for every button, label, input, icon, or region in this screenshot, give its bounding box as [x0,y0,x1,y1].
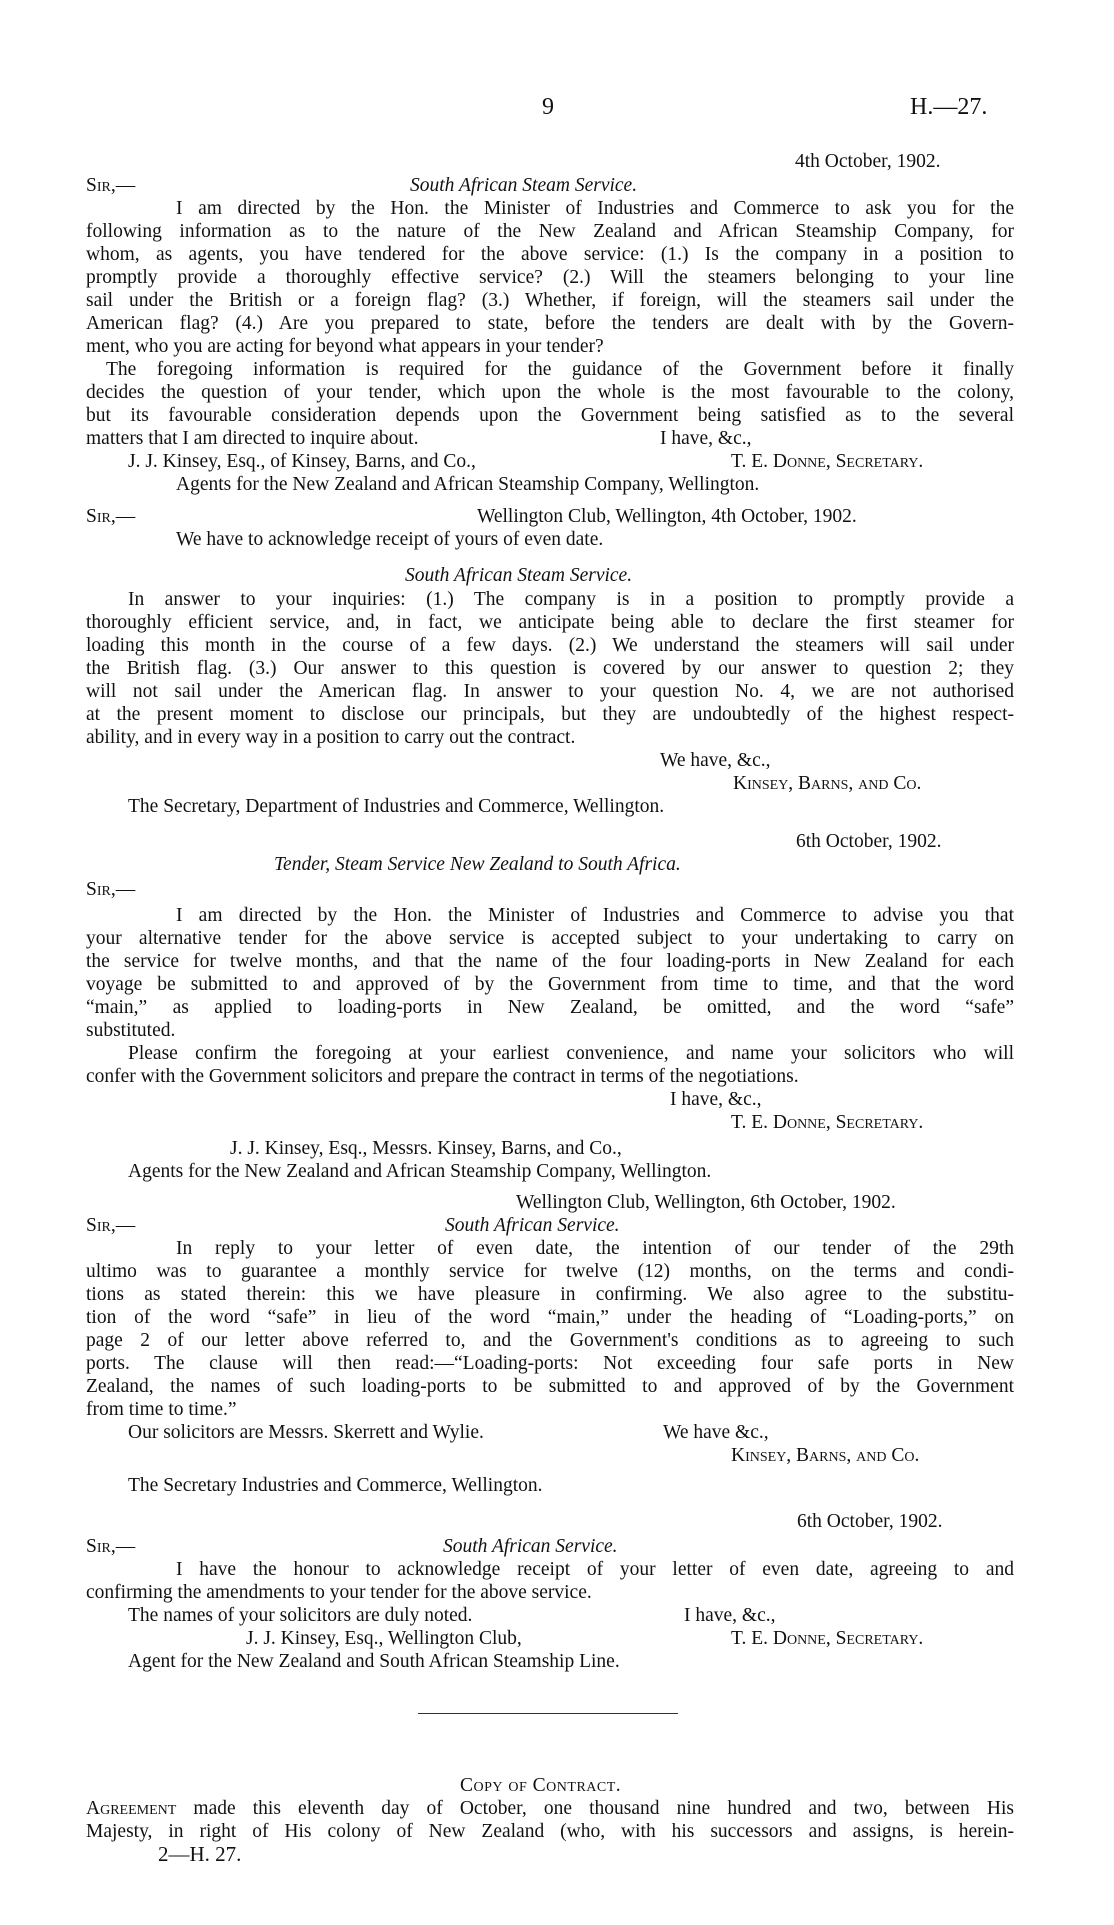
letter3-para-line: the service for twelve months, and that the name of the four loading-ports in New Zealand for each [86,951,1014,972]
letter2-place-date: Wellington Club, Wellington, 4th October, 1902. [477,506,857,527]
letter5-subject: South African Service. [443,1536,618,1557]
letter3-addressee: J. J. Kinsey, Esq., Messrs. Kinsey, Barns, and Co., [230,1138,622,1159]
letter3-para-line: “main,” as applied to loading-ports in New Zealand, be omitted, and the word “safe” [86,997,1014,1018]
letter1-date: 4th October, 1902. [795,151,941,172]
letter5-salutation: Sir,— [86,1536,136,1557]
letter3-para-line: voyage be submitted to and approved of by the Government from time to time, and that the word [86,974,1014,995]
letter1-para-line: matters that I am directed to inquire about. [86,428,419,449]
letter1-para-line: but its favourable consideration depends upon the Government being satisfied as to the several [86,405,1014,426]
letter2-closing: We have, &c., [660,750,771,771]
contract-line1-text: made this eleventh day of October, one thousand nine hundred and two, between His [193,1798,1015,1819]
letter2-para-line: In answer to your inquiries: (1.) The company is in a position to promptly provide a [128,589,1014,610]
letter2-para-line: loading this month in the course of a few days. (2.) We understand the steamers will sail under [86,635,1014,656]
contract-heading: Copy of Contract. [460,1775,622,1796]
letter3-para-line: substituted. [86,1020,176,1041]
letter2-acknowledgement: We have to acknowledge receipt of yours of even date. [176,529,604,550]
letter1-addressee-line2: Agents for the New Zealand and African Steamship Company, Wellington. [176,474,760,495]
letter3-para-line: confer with the Government solicitors and prepare the contract in terms of the negotiations. [86,1066,799,1087]
letter3-para-line: Please confirm the foregoing at your earliest convenience, and name your solicitors who will [128,1043,1014,1064]
letter4-para-line: page 2 of our letter above referred to, and the Government's conditions as to agreeing to such [86,1330,1014,1351]
letter1-para-line: whom, as agents, you have tendered for the above service: (1.) Is the company in a position to [86,244,1014,265]
letter3-addressee-line2: Agents for the New Zealand and African Steamship Company, Wellington. [128,1161,712,1182]
letter3-signatory: T. E. Donne, Secretary. [731,1112,924,1133]
letter1-signatory: T. E. Donne, Secretary. [731,451,924,472]
letter2-signatory: Kinsey, Barns, and Co. [733,773,922,794]
document-reference: H.—27. [910,94,988,120]
letter5-closing: I have, &c., [684,1605,776,1626]
letter5-date: 6th October, 1902. [797,1511,943,1532]
letter5-addressee: J. J. Kinsey, Esq., Wellington Club, [246,1628,522,1649]
letter5-para-line: confirming the amendments to your tender for the above service. [86,1582,592,1603]
contract-line [86,1797,1014,1820]
letter1-salutation: Sir,— [86,175,136,196]
letter1-para-line: American flag? (4.) Are you prepared to state, before the tenders are dealt with by the Govern- [86,313,1014,334]
letter4-subject: South African Service. [445,1215,620,1236]
letter2-salutation: Sir,— [86,506,136,527]
letter4-para-line: ports. The clause will then read:—“Loading-ports: Not exceeding four safe ports in New [86,1353,1014,1374]
letter3-date: 6th October, 1902. [796,831,942,852]
letter4-signatory: Kinsey, Barns, and Co. [731,1445,920,1466]
contract-lead-word: Agreement [86,1798,177,1819]
page-number: 9 [542,94,554,120]
letter1-para-line: I am directed by the Hon. the Minister of Industries and Commerce to ask you for the [176,198,1014,219]
letter2-para-line: thoroughly efficient service, and, in fact, we anticipate being able to declare the first steamer for [86,612,1014,633]
letter5-solicitors: The names of your solicitors are duly noted. [128,1605,473,1626]
letter4-para-line: from time to time.” [86,1399,237,1420]
signature-mark: 2—H. 27. [158,1842,242,1866]
letter2-para-line: ability, and in every way in a position to carry out the contract. [86,727,576,748]
letter3-salutation: Sir,— [86,879,136,900]
letter4-para-line: tions as stated therein: this we have pleasure in confirming. We also agree to the substitu- [86,1284,1014,1305]
letter5-signatory: T. E. Donne, Secretary. [731,1628,924,1649]
letter1-para-line: decides the question of your tender, which upon the whole is the most favourable to the colony, [86,382,1014,403]
letter4-addressee: The Secretary Industries and Commerce, Wellington. [128,1475,543,1496]
letter2-para-line: the British flag. (3.) Our answer to this question is covered by our answer to question 2; they [86,658,1014,679]
letter4-para-line: tion of the word “safe” in lieu of the word “main,” under the heading of “Loading-ports,” on [86,1307,1014,1328]
letter3-para-line: your alternative tender for the above service is accepted subject to your undertaking to carry on [86,928,1014,949]
letter3-para-line: I am directed by the Hon. the Minister of Industries and Commerce to advise you that [176,905,1014,926]
letter3-closing: I have, &c., [670,1089,762,1110]
letter4-salutation: Sir,— [86,1215,136,1236]
letter4-solicitors: Our solicitors are Messrs. Skerrett and Wylie. [128,1422,484,1443]
letter1-para-line: The foregoing information is required for the guidance of the Government before it finally [106,359,1014,380]
contract-line: Majesty, in right of His colony of New Zealand (who, with his successors and assigns, is herein- [86,1821,1014,1842]
letter2-addressee: The Secretary, Department of Industries and Commerce, Wellington. [128,796,665,817]
letter1-para-line: ment, who you are acting for beyond what appears in your tender? [86,336,604,357]
letter1-para-line: following information as to the nature of the New Zealand and African Steamship Company, for [86,221,1014,242]
letter3-subject: Tender, Steam Service New Zealand to South Africa. [274,854,681,875]
section-divider [418,1713,678,1714]
letter4-place-date: Wellington Club, Wellington, 6th October, 1902. [516,1192,896,1213]
letter5-addressee-line2: Agent for the New Zealand and South African Steamship Line. [128,1651,620,1672]
letter4-para-line: ultimo was to guarantee a monthly service for twelve (12) months, on the terms and condi- [86,1261,1014,1282]
letter2-para-line: will not sail under the American flag. In answer to your question No. 4, we are not authorised [86,681,1014,702]
letter1-closing: I have, &c., [660,428,752,449]
letter1-para-line: sail under the British or a foreign flag? (3.) Whether, if foreign, will the steamers sail under the [86,290,1014,311]
letter4-para-line: Zealand, the names of such loading-ports to be submitted to and approved of by the Government [86,1376,1014,1397]
letter4-para-line: In reply to your letter of even date, the intention of our tender of the 29th [176,1238,1014,1259]
letter4-closing: We have &c., [663,1422,769,1443]
letter1-para-line: promptly provide a thoroughly effective service? (2.) Will the steamers belonging to your line [86,267,1014,288]
letter2-subject: South African Steam Service. [405,565,633,586]
letter1-subject: South African Steam Service. [410,175,638,196]
letter1-addressee: J. J. Kinsey, Esq., of Kinsey, Barns, and Co., [128,451,476,472]
letter2-para-line: at the present moment to disclose our principals, but they are undoubtedly of the highest respect- [86,704,1014,725]
letter5-para-line: I have the honour to acknowledge receipt of your letter of even date, agreeing to and [176,1559,1014,1580]
